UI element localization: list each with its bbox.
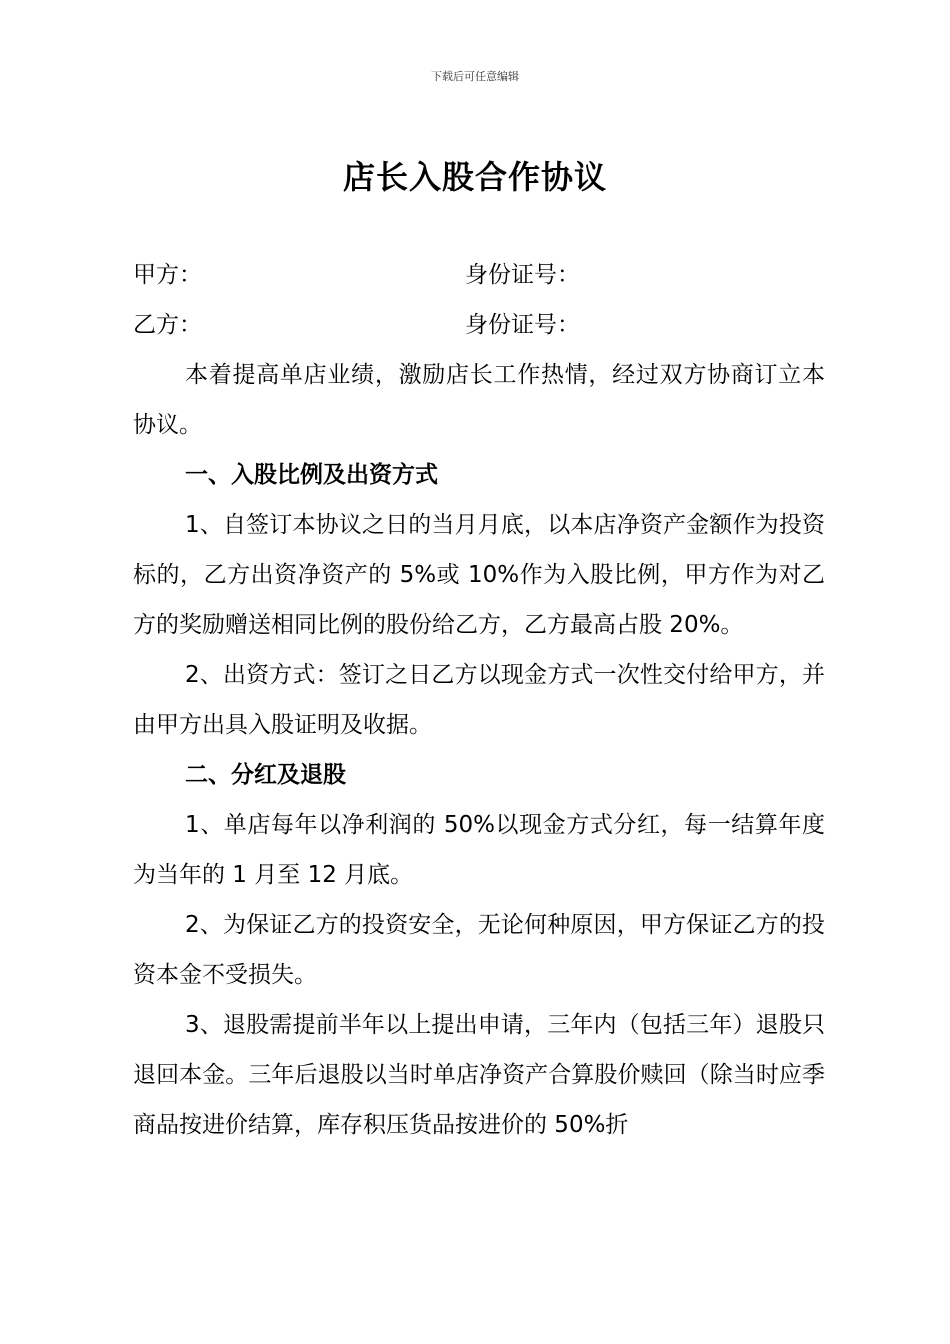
section-1-item-1: 1、自签订本协议之日的当月月底，以本店净资产金额作为投资标的，乙方出资净资产的 5%或 10%作为入股比例，甲方作为对乙方的奖励赠送相同比例的股份给乙方，乙方最高占股 20%。 xyxy=(133,512,825,638)
document-title: 店长入股合作协议 xyxy=(342,158,607,196)
party-row-a xyxy=(133,250,825,300)
document-body xyxy=(133,250,825,1150)
party-b-label: 乙方： xyxy=(133,312,202,338)
intro-paragraph: 本着提高单店业绩，激励店长工作热情，经过双方协商订立本协议。 xyxy=(133,362,825,438)
party-a-id-label: 身份证号： xyxy=(465,262,580,288)
section-2-item-3: 3、退股需提前半年以上提出申请，三年内（包括三年）退股只退回本金。三年后退股以当时单店净资产合算股价赎回（除当时应季商品按进价结算，库存积压货品按进价的 50%折 xyxy=(133,1012,825,1138)
party-a-label: 甲方： xyxy=(133,262,202,288)
section-2-item-2: 2、为保证乙方的投资安全，无论何种原因，甲方保证乙方的投资本金不受损失。 xyxy=(133,912,825,988)
party-row-b xyxy=(133,300,825,350)
section-1-heading: 一、入股比例及出资方式 xyxy=(185,462,438,488)
section-2-item-1: 1、单店每年以净利润的 50%以现金方式分红，每一结算年度为当年的 1 月至 12 月底。 xyxy=(133,812,825,888)
section-2-heading: 二、分红及退股 xyxy=(185,762,346,788)
party-b-id-label: 身份证号： xyxy=(465,312,580,338)
header-note: 下载后可任意编辑 xyxy=(431,70,519,83)
section-1-item-2: 2、出资方式：签订之日乙方以现金方式一次性交付给甲方，并由甲方出具入股证明及收据。 xyxy=(133,662,825,738)
